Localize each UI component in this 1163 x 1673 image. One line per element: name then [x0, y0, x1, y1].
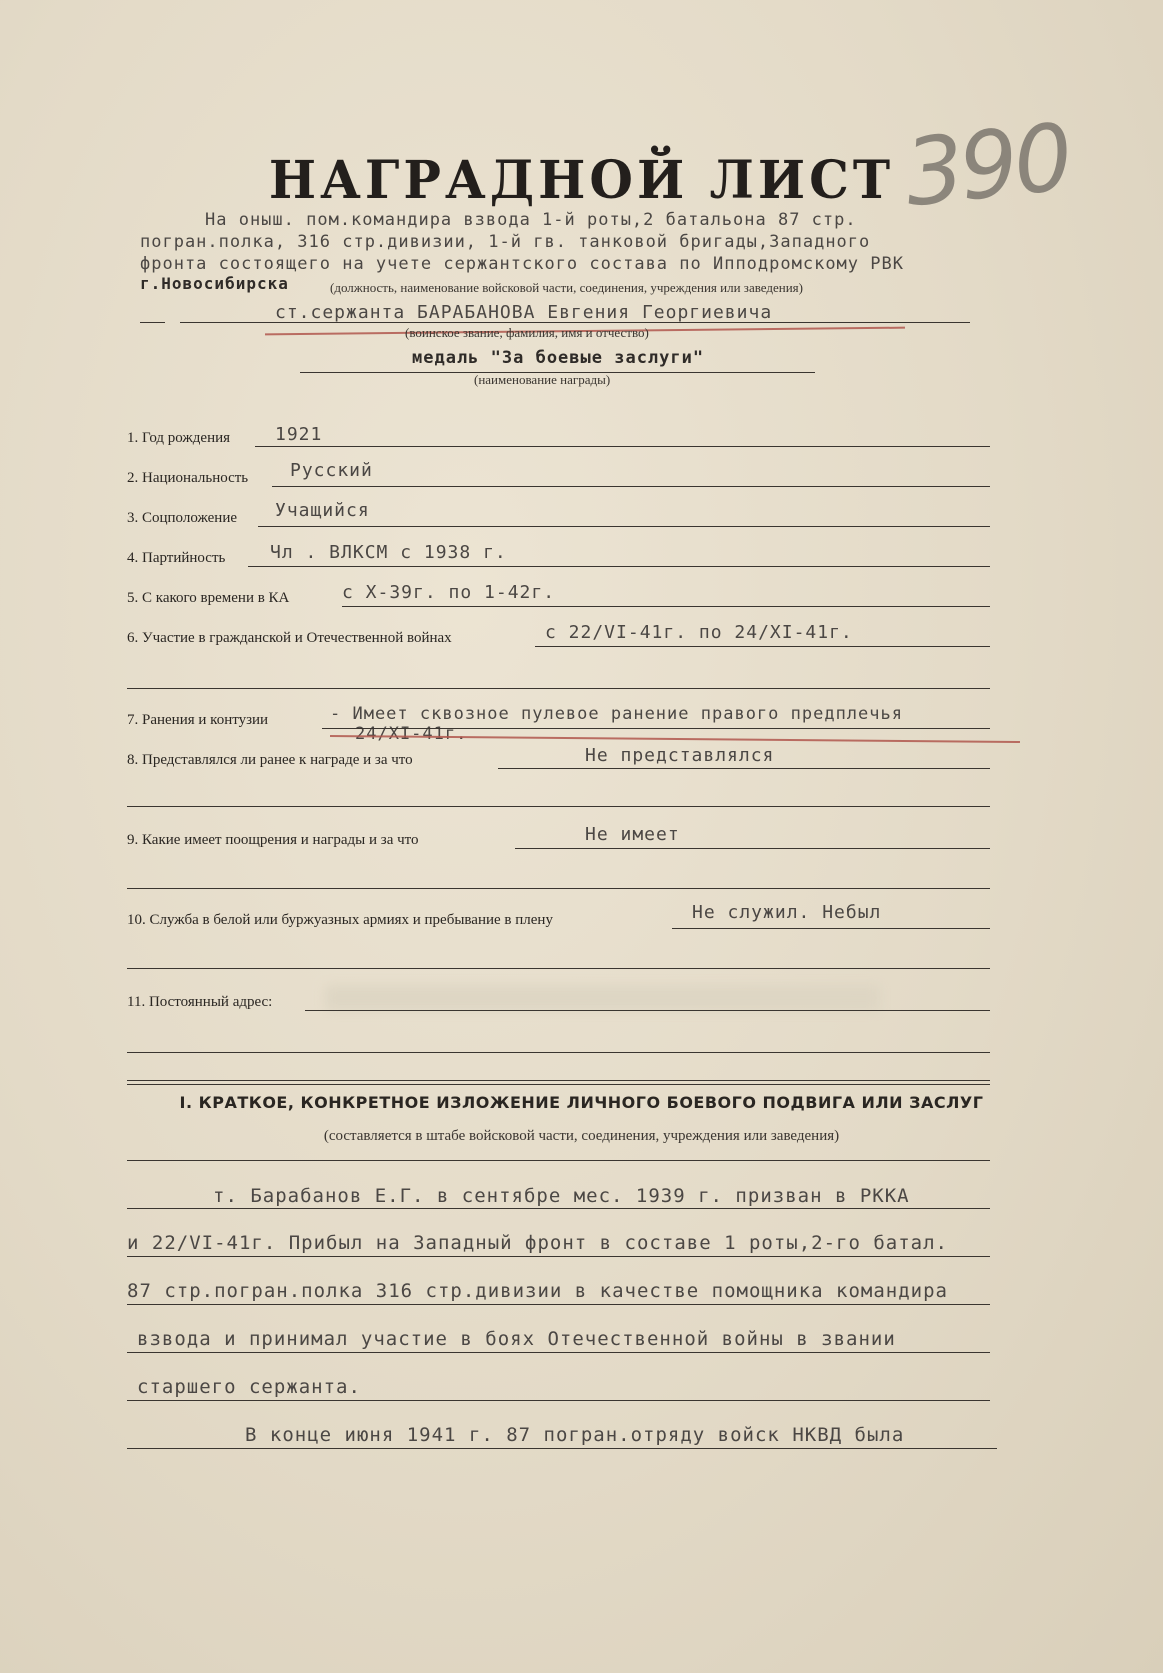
- rule: [127, 1052, 990, 1053]
- field-army-since-value: с X-39г. по 1-42г.: [342, 582, 556, 603]
- rule: [127, 1400, 990, 1401]
- rule: [305, 1010, 990, 1011]
- narrative-line-6: В конце июня 1941 г. 87 погран.отряду войск НКВД была: [245, 1424, 905, 1446]
- rule: [127, 1080, 990, 1081]
- section-caption: (составляется в штабе войсковой части, соединения, учреждения или заведения): [323, 1128, 840, 1144]
- rule: [127, 1352, 990, 1353]
- rule: [127, 1448, 997, 1449]
- rule: [127, 806, 990, 807]
- header-line-2: погран.полка, 316 стр.дивизии, 1-й гв. танковой бригады,Западного: [140, 232, 871, 252]
- rule: [127, 1160, 990, 1161]
- field-previous-award-value: Не представлялся: [585, 745, 775, 766]
- document-title: НАГРАДНОЙ ЛИСТ: [268, 148, 895, 211]
- field-social-value: Учащийся: [275, 500, 370, 521]
- name-caption: (воинское звание, фамилия, имя и отчество): [405, 325, 649, 340]
- field-commendations-label: 9. Какие имеет поощрения и награды и за что: [127, 832, 419, 848]
- rule: [342, 606, 990, 607]
- narrative-line-2: и 22/VI-41г. Прибыл на Западный фронт в составе 1 роты,2-го батал.: [127, 1232, 948, 1254]
- field-wounds-label: 7. Ранения и контузии: [127, 712, 269, 728]
- field-birth-year-value: 1921: [275, 424, 323, 445]
- field-nationality-label: 2. Национальность: [127, 470, 249, 486]
- field-address-label: 11. Постоянный адрес:: [127, 994, 273, 1010]
- section-title: I. КРАТКОЕ, КОНКРЕТНОЕ ИЗЛОЖЕНИЕ ЛИЧНОГО БОЕВОГО ПОДВИГА ИЛИ ЗАСЛУГ: [179, 1093, 984, 1112]
- rule: [672, 928, 990, 929]
- rule: [322, 728, 990, 729]
- field-social-label: 3. Соцположение: [127, 510, 238, 526]
- rule: [535, 646, 990, 647]
- field-party-label: 4. Партийность: [127, 550, 226, 566]
- narrative-line-5: старшего сержанта.: [137, 1376, 361, 1398]
- field-war-participation-label: 6. Участие в гражданской и Отечественной войнах: [127, 630, 452, 646]
- header-line-3: фронта состоящего на учете сержантского состава по Ипподромскому РВК: [140, 254, 904, 274]
- narrative-line-3: 87 стр.погран.полка 316 стр.дивизии в качестве помощника командира: [127, 1280, 948, 1302]
- field-wounds-value-date: 24/XI-41г.: [355, 724, 468, 744]
- archive-number: 390: [899, 103, 1074, 228]
- rule: [127, 1084, 990, 1085]
- field-war-participation-value: с 22/VI-41г. по 24/XI-41г.: [545, 622, 853, 643]
- rule: [140, 322, 165, 323]
- rule: [258, 526, 990, 527]
- narrative-line-1: т. Барабанов Е.Г. в сентябре мес. 1939 г. призван в РККА: [213, 1185, 910, 1207]
- narrative-line-4: взвода и принимал участие в боях Отечественной войны в звании: [137, 1328, 896, 1350]
- field-previous-award-label: 8. Представлялся ли ранее к награде и за что: [127, 752, 413, 768]
- field-army-since-label: 5. С какого времени в КА: [127, 590, 290, 606]
- field-birth-year-label: 1. Год рождения: [127, 430, 231, 446]
- field-nationality-value: Русский: [290, 460, 373, 481]
- rule: [127, 968, 990, 969]
- rule: [127, 888, 990, 889]
- rule: [127, 1256, 990, 1257]
- redacted-address: [325, 985, 880, 1011]
- field-party-value: Чл . ВЛКСМ с 1938 г.: [270, 542, 507, 563]
- rule: [127, 688, 990, 689]
- header-line-1: На оныш. пом.командира взвода 1-й роты,2 батальона 87 стр.: [205, 210, 857, 230]
- recipient-name: ст.сержанта БАРАБАНОВА Евгения Георгиевича: [275, 302, 773, 323]
- header-line-4: г.Новосибирска: [140, 274, 289, 293]
- award-name: медаль "За боевые заслуги": [412, 348, 705, 368]
- rule: [515, 848, 990, 849]
- rule: [248, 566, 990, 567]
- rule: [498, 768, 990, 769]
- field-white-army-label: 10. Служба в белой или буржуазных армиях и пребывание в плену: [127, 912, 553, 928]
- award-caption: (наименование награды): [474, 372, 611, 387]
- field-wounds-value: - Имеет сквозное пулевое ранение правого предплечья: [330, 704, 903, 724]
- rule: [255, 446, 990, 447]
- rule: [127, 1208, 990, 1209]
- unit-caption: (должность, наименование войсковой части, соединения, учреждения или заведения): [330, 280, 803, 295]
- field-commendations-value: Не имеет: [585, 824, 680, 845]
- field-white-army-value: Не служил. Небыл: [692, 902, 882, 923]
- rule: [127, 1304, 990, 1305]
- rule: [272, 486, 990, 487]
